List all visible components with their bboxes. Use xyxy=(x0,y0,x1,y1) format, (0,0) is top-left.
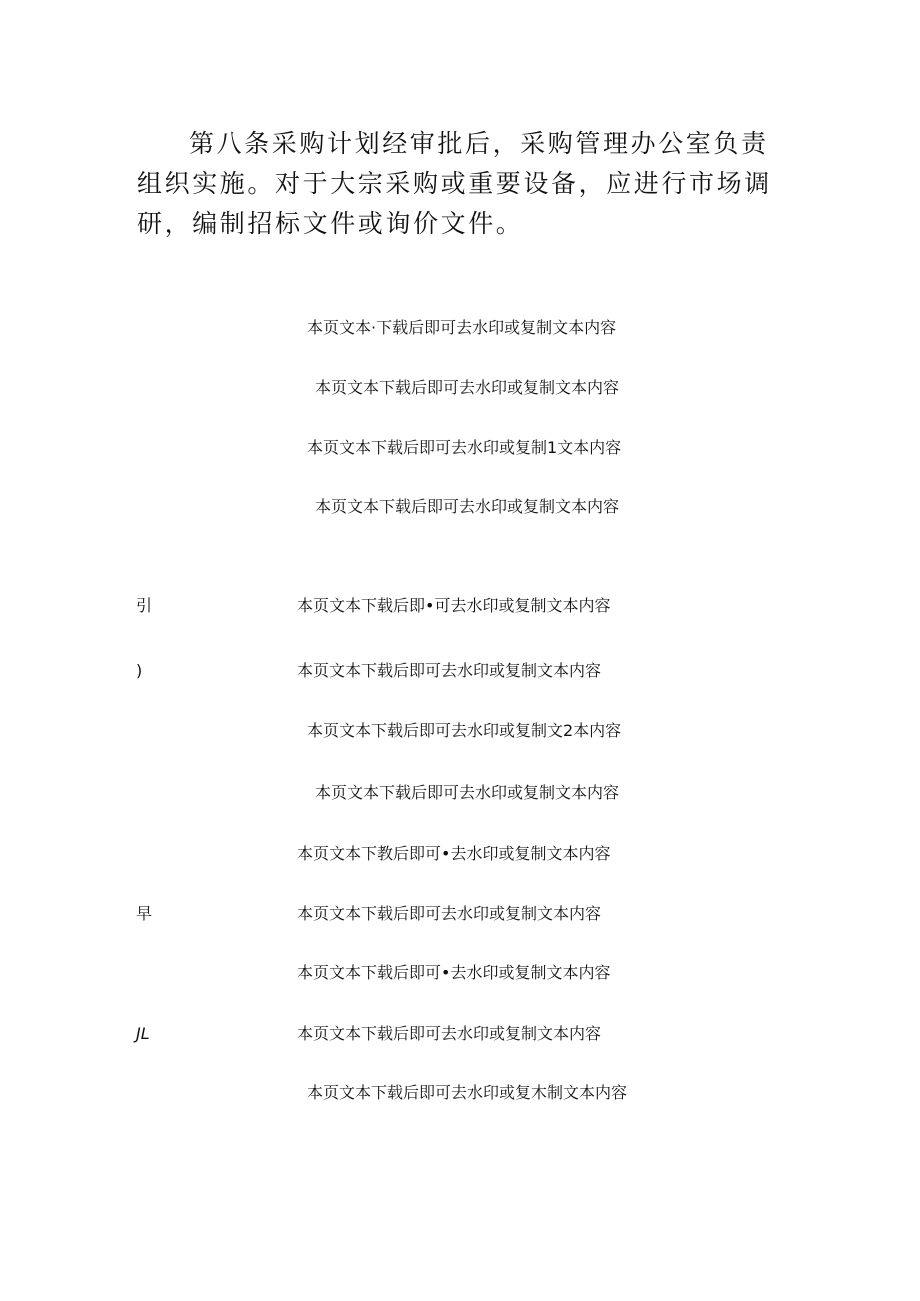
margin-mark: ) xyxy=(136,661,143,680)
watermark-line: 本页文本下载后即可•去水印或复制文本内容 xyxy=(297,963,611,982)
watermark-line: 本页文本下载后即可去水印或复制文本内容 xyxy=(297,904,602,923)
watermark-line: 本页文本下教后即可•去水印或复制文本内容 xyxy=(297,844,611,863)
watermark-line: 本页文本下载后即可去水印或复制文本内容 xyxy=(315,783,620,802)
watermark-line: 本页文本·下载后即可去水印或复制文本内容 xyxy=(307,318,617,337)
watermark-line: 本页文本下载后即•可去水印或复制文本内容 xyxy=(297,596,611,615)
watermark-line: 本页文本下载后即可去水印或复制文本内容 xyxy=(315,497,620,516)
watermark-line: 本页文本下载后即可去水印或复制1文本内容 xyxy=(307,438,622,457)
margin-mark: 引 xyxy=(136,596,153,615)
margin-mark: JL xyxy=(136,1024,150,1043)
article-paragraph: 第八条采购计划经审批后，采购管理办公室负责组织实施。对于大宗采购或重要设备，应进行市场调研，编制招标文件或询价文件。 xyxy=(137,129,772,238)
watermark-line: 本页文本下载后即可去水印或复制文2本内容 xyxy=(307,721,622,740)
watermark-line: 本页文本下载后即可去水印或复制文本内容 xyxy=(297,661,602,680)
margin-mark: 早 xyxy=(136,904,153,923)
watermark-line: 本页文本下载后即可去水印或复制文本内容 xyxy=(297,1024,602,1043)
watermark-line: 本页文本下载后即可去水印或复制文本内容 xyxy=(315,378,620,397)
watermark-line: 本页文本下载后即可去水印或复木制文本内容 xyxy=(307,1083,628,1102)
